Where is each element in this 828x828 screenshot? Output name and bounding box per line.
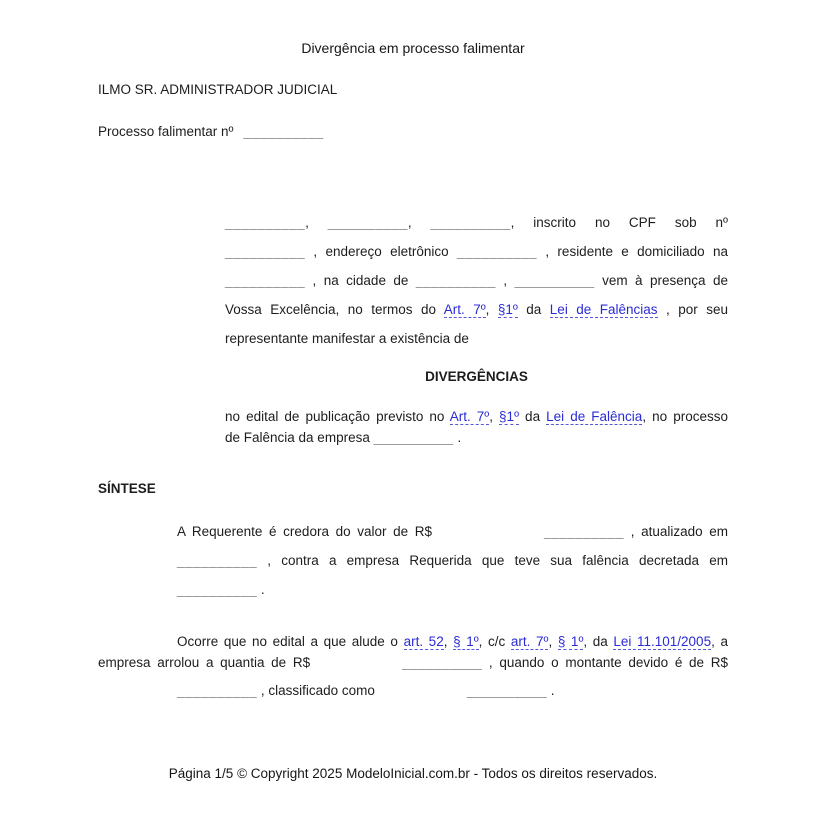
text-segment: representante manifestar a existência de <box>225 331 469 346</box>
blank-field: __________ <box>225 273 306 288</box>
text-segment: , <box>443 634 454 649</box>
addressee-line: ILMO SR. ADMINISTRADOR JUDICIAL <box>98 82 338 97</box>
text-segment: , classificado como <box>257 683 375 698</box>
text-segment: , atualizado em <box>624 524 728 539</box>
legal-reference-link[interactable]: Art. 7º <box>443 302 486 317</box>
legal-reference-link[interactable]: art. 52 <box>403 634 444 649</box>
text-line <box>225 324 728 353</box>
tab-gap <box>310 665 402 667</box>
legal-reference-link[interactable]: § 1º <box>453 634 479 649</box>
tab-gap <box>432 534 544 536</box>
text-segment: da <box>517 302 550 317</box>
text-segment: . <box>257 582 265 597</box>
text-segment: , quando o montante devido é de R$ <box>482 655 729 670</box>
process-number-label: Processo falimentar nº <box>98 124 234 139</box>
blank-field: __________ <box>177 683 258 698</box>
ocorre-paragraph <box>98 631 728 705</box>
text-segment: , <box>305 215 328 230</box>
divergencias-heading: DIVERGÊNCIAS <box>425 369 528 384</box>
legal-reference-link[interactable]: Lei 11.101/2005 <box>613 634 712 649</box>
text-segment: . <box>453 430 462 445</box>
text-line <box>177 517 728 546</box>
text-line <box>177 676 728 705</box>
document-body <box>98 208 728 705</box>
text-segment: de Falência da empresa <box>225 430 374 445</box>
text-segment: , <box>489 409 500 424</box>
legal-reference-link[interactable]: §1º <box>497 302 518 317</box>
blank-field: __________ <box>177 582 258 597</box>
blank-field: __________ <box>466 683 547 698</box>
text-segment: , <box>548 634 558 649</box>
blank-field: __________ <box>373 430 454 445</box>
legal-reference-link[interactable]: § 1º <box>557 634 584 649</box>
text-segment: , contra a empresa Requerida que teve sua falência decretada em <box>257 553 728 568</box>
text-line <box>225 427 728 448</box>
page-footer: Página 1/5 © Copyright 2025 ModeloInicial.com.br - Todos os direitos reservados. <box>168 766 658 781</box>
text-line <box>225 208 728 237</box>
legal-reference-link[interactable]: Lei de Falência <box>546 409 643 424</box>
text-segment: , da <box>583 634 614 649</box>
text-segment: , <box>407 215 431 230</box>
text-line <box>98 652 728 673</box>
sintese-heading: SÍNTESE <box>98 481 156 496</box>
text-segment: , no processo <box>642 409 728 424</box>
text-line <box>177 631 728 652</box>
text-segment: da <box>519 409 547 424</box>
blank-field: __________ <box>225 244 306 259</box>
blank-field: __________ <box>415 273 496 288</box>
text-segment: , na cidade de <box>305 273 416 288</box>
legal-reference-link[interactable]: Art. 7º <box>449 409 490 424</box>
text-segment: , endereço eletrônico <box>305 244 457 259</box>
text-segment: , <box>495 273 515 288</box>
text-segment: empresa arrolou a quantia de R$ <box>98 655 311 670</box>
text-segment: , c/c <box>478 634 511 649</box>
text-segment: , a <box>711 634 728 649</box>
edital-paragraph <box>225 406 728 448</box>
text-segment: Vossa Excelência, no termos do <box>225 302 444 317</box>
text-segment: , residente e domiciliado na <box>537 244 728 259</box>
text-segment: , <box>485 302 498 317</box>
blank-field: __________ <box>514 273 595 288</box>
legal-reference-link[interactable]: Lei de Falências <box>549 302 658 317</box>
text-segment: A Requerente é credora do valor de R$ <box>177 524 432 539</box>
text-segment: , inscrito no CPF sob nº <box>510 215 728 230</box>
text-segment: vem à presença de <box>594 273 728 288</box>
qualification-paragraph <box>225 208 728 353</box>
page-title: Divergência em processo falimentar <box>301 40 525 56</box>
text-line <box>225 406 728 427</box>
text-line <box>225 237 728 266</box>
text-segment: , por seu <box>657 302 728 317</box>
text-line <box>225 295 728 324</box>
legal-reference-link[interactable]: art. 7º <box>510 634 549 649</box>
text-line <box>177 575 728 604</box>
process-number-line <box>98 124 728 140</box>
blank-field: __________ <box>243 124 324 139</box>
tab-gap <box>375 693 467 695</box>
blank-field: __________ <box>327 215 408 230</box>
blank-field: __________ <box>177 553 258 568</box>
text-segment: no edital de publicação previsto no <box>225 409 450 424</box>
blank-field: __________ <box>402 655 483 670</box>
text-line <box>225 266 728 295</box>
blank-field: __________ <box>456 244 538 259</box>
text-line <box>177 546 728 575</box>
blank-field: __________ <box>225 215 306 230</box>
blank-field: __________ <box>430 215 511 230</box>
legal-reference-link[interactable]: §1º <box>499 409 519 424</box>
sintese-paragraph <box>177 517 728 604</box>
text-segment: Ocorre que no edital a que alude o <box>177 634 404 649</box>
text-segment: . <box>546 683 555 698</box>
blank-field: __________ <box>543 524 625 539</box>
